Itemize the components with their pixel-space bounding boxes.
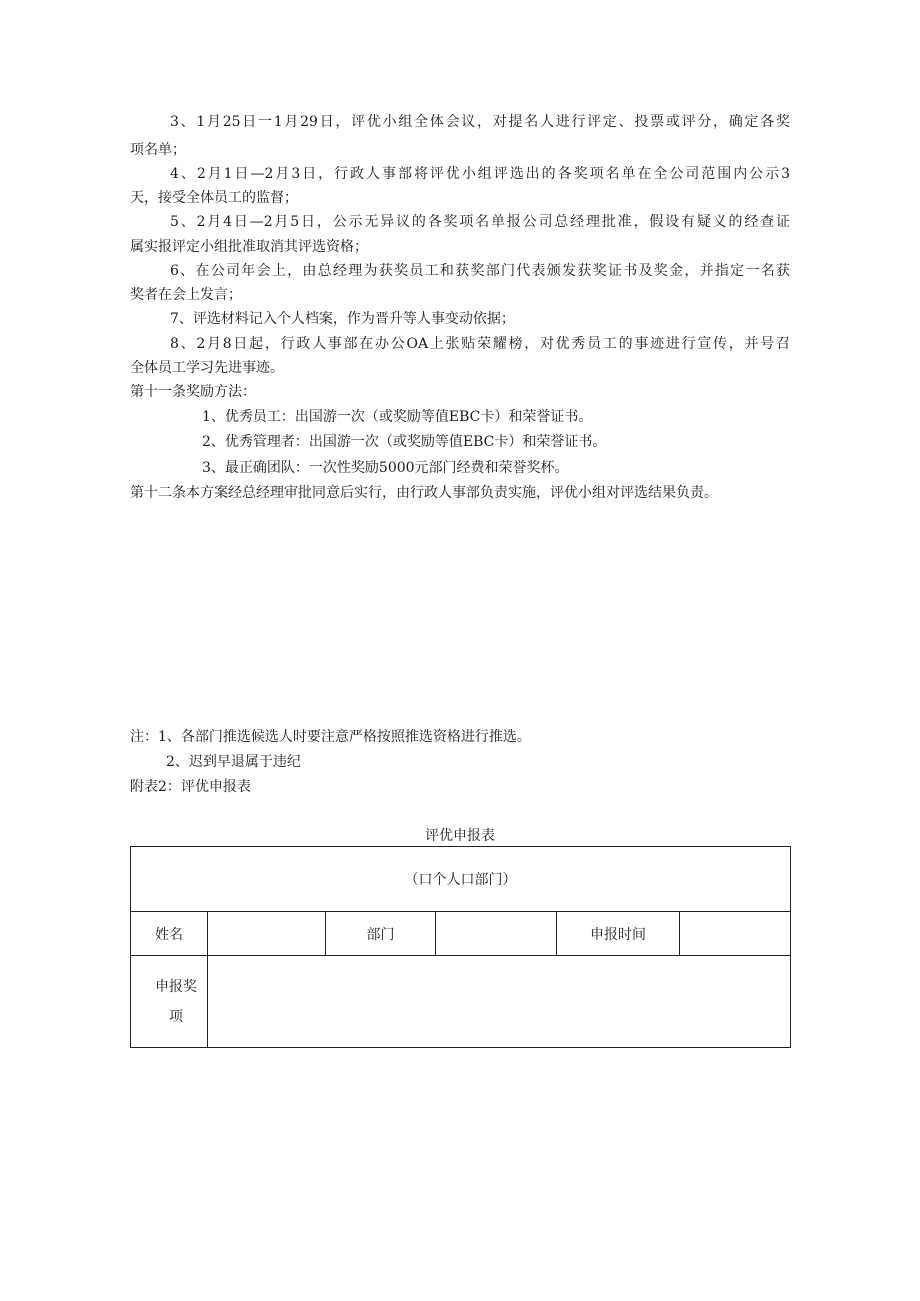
name-label: 姓名: [131, 912, 208, 956]
application-form-table: [130, 846, 791, 1048]
type-selector-text: （口个人口部门）: [404, 872, 517, 888]
note-line-1: 注：1、各部门推选候选人时要注意严格按照推选资格进行推选。: [130, 729, 531, 745]
reward-item-1: 1、优秀员工：出国游一次（或奖励等值EBC卡）和荣誉证书。: [202, 409, 593, 425]
form-title: 评优申报表: [425, 828, 495, 844]
step-8-line-2: 全体员工学习先进事迹。: [130, 360, 284, 376]
step-7-line: 7、评选材料记入个人档案，作为晋升等人事变动依据；: [170, 311, 515, 327]
step-5-line-2: 属实报评定小组批准取消其评选资格；: [130, 239, 368, 255]
step-6-line-1: 6、在公司年会上，由总经理为获奖员工和获奖部门代表颁发获奖证书及奖金，并指定一名获: [170, 263, 790, 279]
award-input-cell[interactable]: [208, 956, 791, 1048]
step-5-line-1: 5、2月4日—2月5日，公示无异议的各奖项名单报公司总经理批准，假设有疑义的经查证: [170, 214, 790, 230]
name-input-cell[interactable]: [208, 912, 326, 956]
dept-input-cell[interactable]: [436, 912, 557, 956]
step-6-line-2: 奖者在会上发言；: [130, 287, 242, 303]
date-label: 申报时间: [557, 912, 680, 956]
step-8-line-1: 8、2月8日起，行政人事部在办公OA上张贴荣耀榜，对优秀员工的事迹进行宣传，并号召: [170, 336, 790, 352]
step-4-line-1: 4、2月1日—2月3日，行政人事部将评优小组评选出的各奖项名单在全公司范围内公示3: [170, 166, 790, 182]
type-selector-cell: [131, 847, 791, 912]
article-11-heading: 第十一条奖励方法：: [130, 384, 256, 400]
step-3-line-1: 3、1月25日一1月29日，评优小组全体会议，对提名人进行评定、投票或评分，确定各奖: [170, 114, 790, 130]
appendix-label: 附表2：评优申报表: [130, 779, 251, 795]
article-12: 第十二条本方案经总经理审批同意后实行，由行政人事部负责实施，评优小组对评选结果负责。: [130, 485, 718, 501]
step-3-line-2: 项名单；: [130, 142, 186, 158]
note-line-2: 2、迟到早退属于违纪: [166, 754, 301, 770]
dept-label: 部门: [326, 912, 436, 956]
reward-item-2: 2、优秀管理者：出国游一次（或奖励等值EBC卡）和荣誉证书。: [202, 434, 607, 450]
step-4-line-2: 天，接受全体员工的监督；: [130, 190, 298, 206]
reward-item-3: 3、最正确团队：一次性奖励5000元部门经费和荣誉奖杯。: [202, 460, 569, 476]
award-label: 申报奖项: [155, 978, 197, 1025]
date-input-cell[interactable]: [680, 912, 791, 956]
award-label-cell: [131, 956, 208, 1048]
